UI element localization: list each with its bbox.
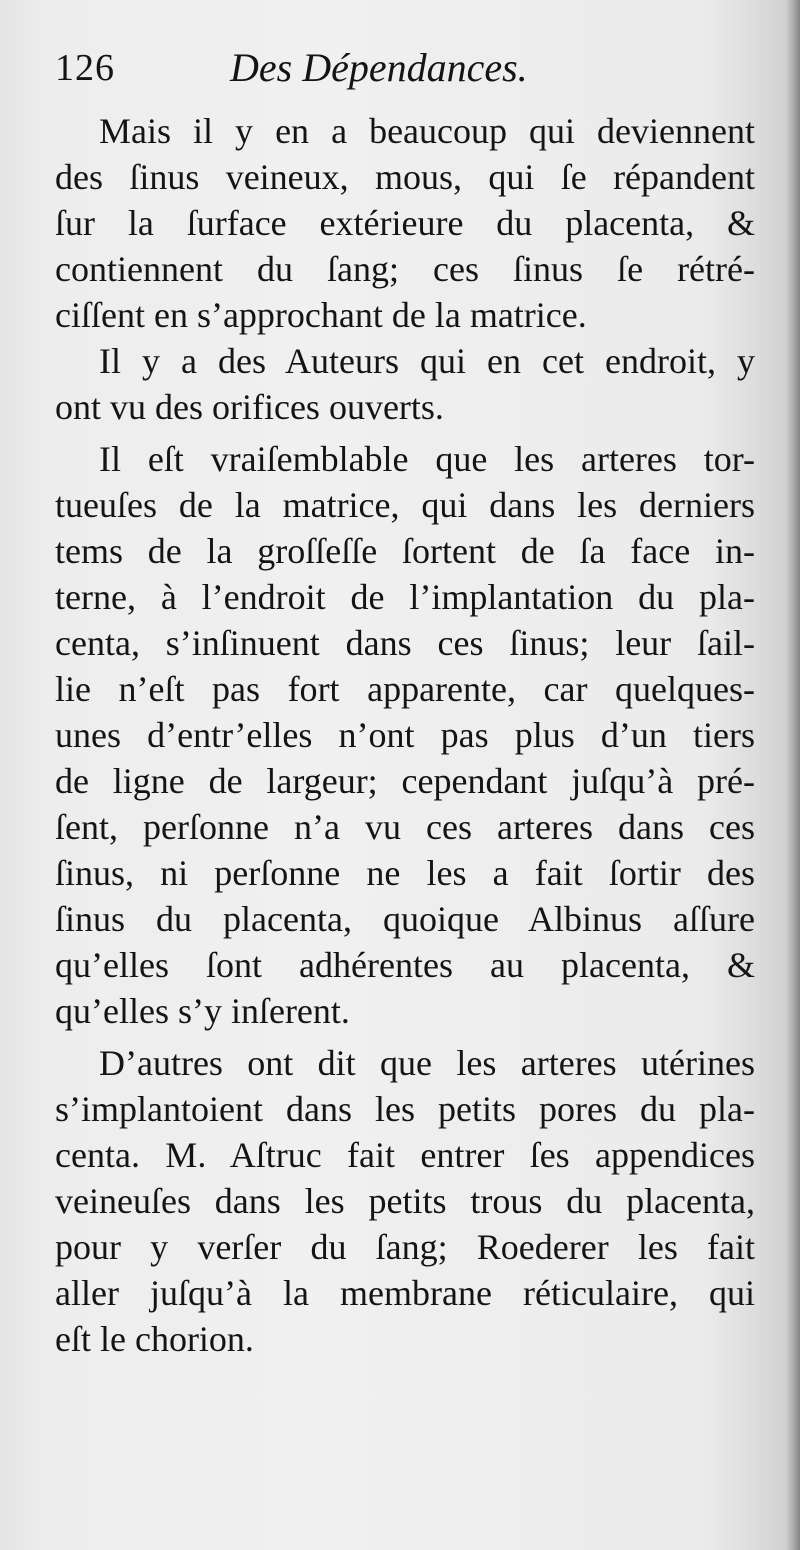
text-line: qu’elles s’y inſerent. (55, 991, 350, 1031)
text-line: des ſinus veineux, mous, qui ſe répandent (55, 157, 755, 197)
text-line: terne, à l’endroit de l’implantation du pla- (55, 577, 755, 617)
text-line: contiennent du ſang; ces ſinus ſe rétré- (55, 249, 755, 289)
text-line: ſinus, ni perſonne ne les a fait ſortir des (55, 853, 755, 893)
text-line: Il y a des Auteurs qui en cet endroit, y (99, 341, 755, 381)
running-head (55, 42, 755, 94)
text-line: pour y verſer du ſang; Roederer les fait (55, 1227, 755, 1267)
text-line: ont vu des orifices ouverts. (55, 387, 444, 427)
text-line: unes d’entr’elles n’ont pas plus d’un tiers (55, 715, 755, 755)
page-edge-shadow (786, 0, 800, 1550)
text-line: s’implantoient dans les petits pores du pla- (55, 1089, 755, 1129)
text-line: lie n’eſt pas fort apparente, car quelques- (55, 669, 755, 709)
text-line: qu’elles ſont adhérentes au placenta, & (55, 945, 755, 985)
text-line: D’autres ont dit que les arteres utérines (99, 1043, 755, 1083)
text-line: ſur la ſurface extérieure du placenta, & (55, 203, 755, 243)
text-line: Il eſt vraiſemblable que les arteres tor- (99, 439, 755, 479)
text-line: ciſſent en s’approchant de la matrice. (55, 295, 587, 335)
text-line: de ligne de largeur; cependant juſqu’à pré- (55, 761, 755, 801)
text-line: centa, s’inſinuent dans ces ſinus; leur ſail- (55, 623, 755, 663)
running-title: Des Dépendances. (230, 45, 528, 90)
text-line: tems de la groſſeſſe ſortent de ſa face in- (55, 531, 755, 571)
page-number: 126 (55, 47, 115, 89)
text-line: eſt le chorion. (55, 1319, 254, 1359)
text-line: aller juſqu’à la membrane réticulaire, qui (55, 1273, 755, 1313)
text-line: centa. M. Aſtruc fait entrer ſes appendices (55, 1135, 755, 1175)
text-line: ſinus du placenta, quoique Albinus aſſure (55, 899, 755, 939)
text-line: veineuſes dans les petits trous du placenta, (55, 1181, 755, 1221)
text-line: tueuſes de la matrice, qui dans les derniers (55, 485, 755, 525)
text-line: Mais il y en a beaucoup qui deviennent (99, 111, 755, 151)
text-line: ſent, perſonne n’a vu ces arteres dans ces (55, 807, 755, 847)
body-text (55, 108, 755, 1362)
